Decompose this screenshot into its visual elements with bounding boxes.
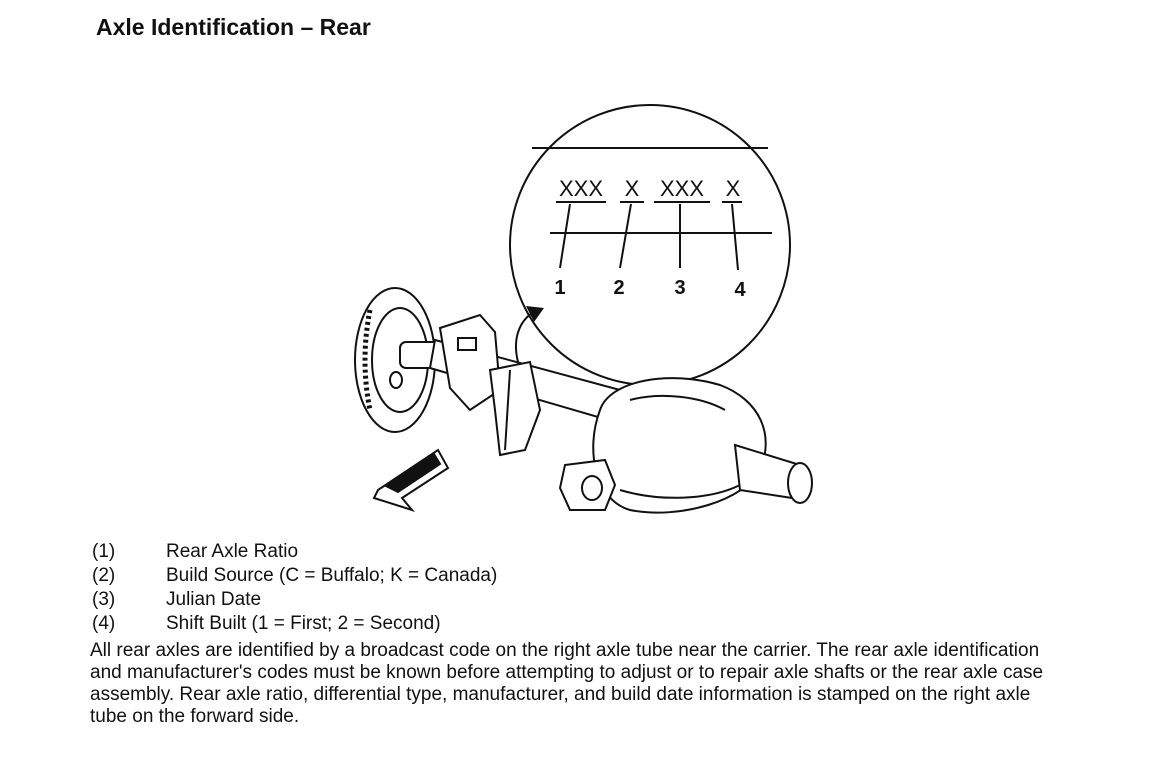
legend-number: (1) — [92, 541, 116, 562]
callout-3: 3 — [674, 277, 686, 299]
callout-1: 1 — [554, 277, 566, 299]
legend-item — [92, 540, 497, 564]
legend-text: Rear Axle Ratio — [166, 541, 299, 562]
legend-number: (2) — [92, 565, 116, 586]
legend-text: Build Source (C = Buffalo; K = Canada) — [166, 565, 498, 586]
legend-item — [92, 588, 497, 612]
rear-axle-illustration — [330, 70, 830, 530]
code-label-4: X — [725, 176, 741, 201]
leader-line-4 — [732, 204, 738, 270]
leader-line-1 — [560, 204, 570, 268]
description-paragraph: All rear axles are identified by a broadcast code on the right axle tube near the carrier. The rear axle identification and manufacturer's codes must be known before attempting to adjust or to repair axle shafts or the rear axle case assembly. Rear axle ratio, differential type, manufacturer, and build date information is stamped on the right axle tube on the forward side. — [90, 640, 1044, 727]
legend-item — [92, 612, 497, 636]
legend — [92, 540, 497, 636]
differential-carrier — [593, 378, 765, 512]
callout-2: 2 — [613, 277, 625, 299]
legend-number: (3) — [92, 589, 116, 610]
page-title: Axle Identification – Rear — [96, 14, 371, 40]
legend-item — [92, 564, 497, 588]
legend-text: Julian Date — [166, 589, 262, 610]
legend-text: Shift Built (1 = First; 2 = Second) — [166, 613, 441, 634]
code-label-1: XXX — [558, 176, 604, 201]
forward-direction-arrow — [374, 450, 448, 510]
legend-number: (4) — [92, 613, 116, 634]
code-label-3: XXX — [659, 176, 705, 201]
leader-line-2 — [620, 204, 631, 268]
callout-4: 4 — [734, 279, 746, 301]
code-label-2: X — [624, 176, 640, 201]
